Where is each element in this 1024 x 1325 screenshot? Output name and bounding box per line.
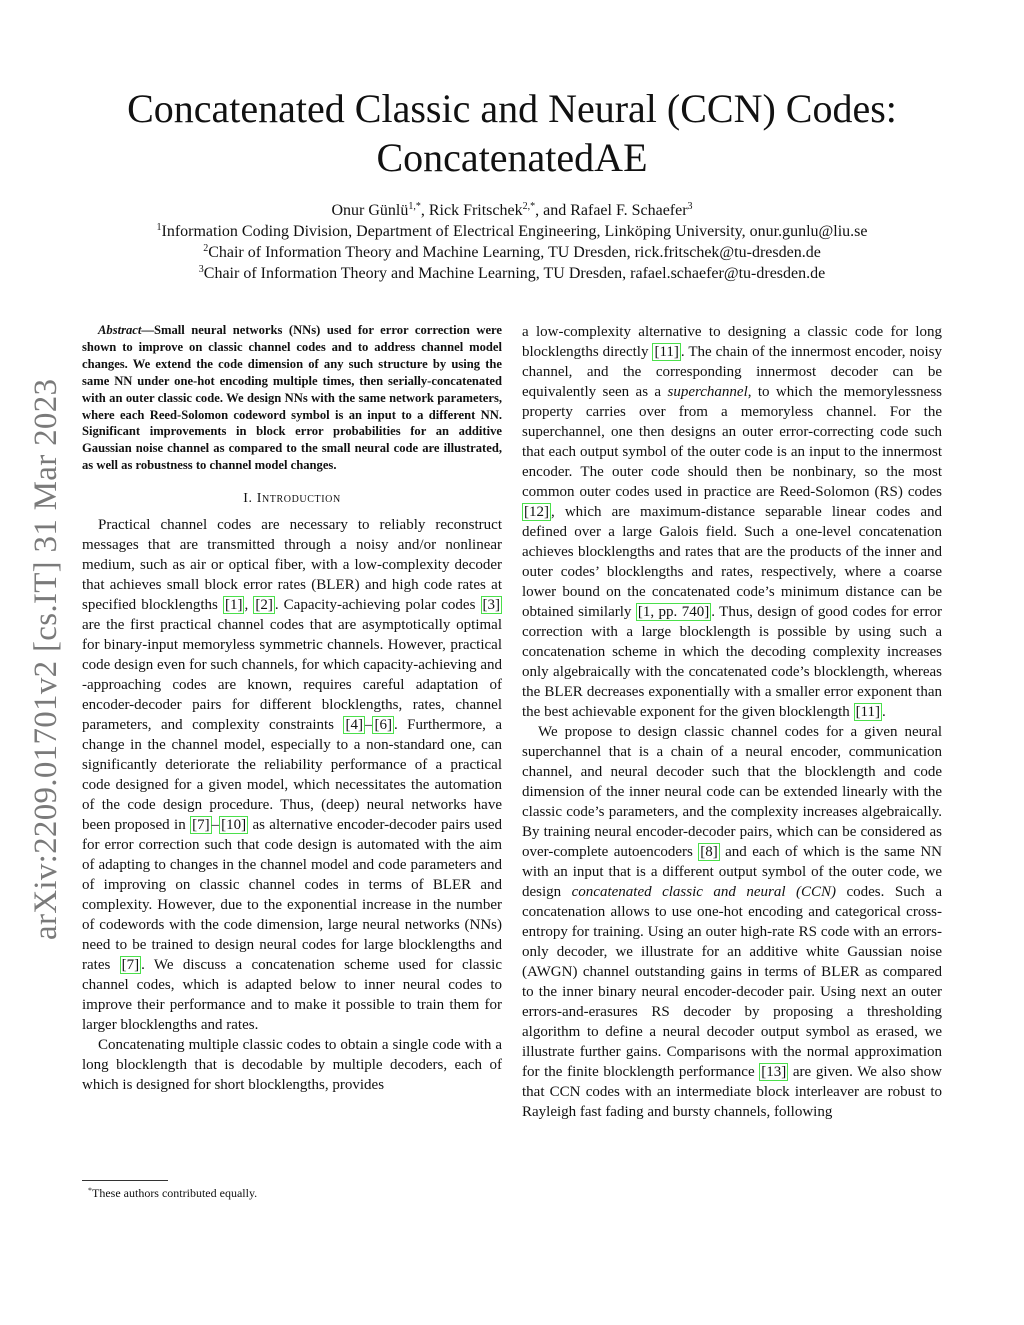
author-separator: , [420,202,429,219]
abstract-text: —Small neural networks (NNs) used for error correction were shown to improve on classic channel codes and to address channel model changes. We extend the code dimension of any such structure by using the same NN under one-hot encoding multiple times, then serially-concatenated with an outer classic code. We design NNs with the same network parameters, where each Reed-Solomon codeword symbol is an input to a different NN. Significant improvements in block error probabilities for an additive Gaussian noise channel as compared to the small neural code are illustrated, as well as robustness to channel model changes. [82,323,502,473]
affiliation-marker: 1 [156,222,162,233]
citation-link[interactable]: [7] [121,957,140,974]
affiliation-text: Chair of Information Theory and Machine Learning, TU Dresden, rick.fritschek@tu-dresden.de [208,244,821,261]
text-run: We propose to design classic channel codes for a given neural superchannel that is a chain of a neural encoder, communication channel, and neural decoder such that the blocklength and code dimension of the inner neural code can be extended linearly with the classic code’s parameters, and the complexity increases algebraically. By training neural encoder-decoder pairs, which can be considered as over-complete autoencoders [522,724,942,860]
text-run: are given. We also show that CCN codes with an intermediate block interleaver are robust to Rayleigh fast fading and bursty channels, following [522,1064,943,1120]
title-line-1: Concatenated Classic and Neural (CCN) Codes: [127,86,897,131]
citation-link[interactable]: [6] [374,717,392,734]
abstract [82,322,502,474]
text-run: . We discuss a concatenation scheme used for classic channel codes, which is adapted below to inner neural codes to improve their performance and to make it possible to train them for larger blocklengths and rates. [82,957,502,1034]
text-run: are the first practical channel codes that are asymptotically optimal for binary-input memoryless symmetric channels. However, practical code design even for such channels, for which capacity-achieving and -approaching codes are known, requires careful adaptation of encoder-decoder pairs for different blocklengths, rates, channel parameters, and complexity constraints [82,617,502,734]
citation-link[interactable]: [7] [192,817,210,834]
intro-paragraph-1 [82,515,502,1035]
affiliation-text: Chair of Information Theory and Machine Learning, TU Dresden, rafael.schaefer@tu-dresden.de [203,265,826,282]
text-run: Practical channel codes are necessary to reliably reconstruct messages that are transmitted through a noisy and/or nonlinear medium, such as air or optical fiber, with a low-complexity decoder that achieves small block error rates (BLER) and high code rates at specified blocklengths [82,517,502,614]
emphasis-ccn: concatenated classic and neural (CCN) [571,884,836,900]
citation-link[interactable]: [1] [224,597,243,614]
arxiv-watermark: arXiv:2209.01701v2 [cs.IT] 31 Mar 2023 [28,378,64,940]
right-paragraph-1 [522,322,942,722]
citation-link[interactable]: [12] [524,504,549,520]
citation-link[interactable]: [3] [482,597,501,614]
author-block [60,200,964,284]
text-run: , which are maximum-distance separable linear codes and defined over a large Galois field. Such a one-level concatenation achieves blocklengths and rates that are the products of the inner and outer codes’ blocklengths and rates, respectively, where a coarse lower bound on the concatenated code’s minimum distance can be obtained similarly [522,504,942,620]
emphasis-superchannel: superchannel [667,384,748,400]
text-run: a low-complexity alternative to designing a classic code for long blocklengths directly [522,324,942,360]
text-run: . Capacity-achieving polar codes [274,597,481,614]
text-run: , to which the memorylessness property carries over from a memoryless channel. For the superchannel, one then designs an outer error-correcting code such that each output symbol of the outer code is an input to the innermost encoder. The outer code should then be nonbinary, so the most common outer codes used in practice are Reed-Solomon (RS) codes [522,384,942,500]
right-column [522,322,942,1122]
abstract-label: Abstract [98,323,142,337]
citation-link[interactable]: [11] [654,344,679,360]
author-rafael: Rafael F. Schaefer [570,202,688,219]
title-line-2: ConcatenatedAE [376,135,648,180]
footnote-divider [82,1180,168,1181]
author-list [60,200,964,221]
section-title: Introduction [256,491,341,507]
text-run: , [244,597,254,614]
citation-link[interactable]: [1, pp. 740] [637,604,710,620]
citation-link[interactable]: [2] [255,597,273,614]
author-separator: , and [535,202,571,219]
text-run: – [211,817,220,834]
citation-link[interactable]: [4] [345,717,363,734]
author-rafael-affil: 3 [687,201,693,212]
author-onur: Onur Günlü [331,202,409,219]
paper-title [60,84,964,182]
footnote-text: These authors contributed equally. [92,1186,258,1200]
section-heading-introduction [82,489,502,509]
footnote [88,1186,257,1201]
intro-paragraph-2: Concatenating multiple classic codes to obtain a single code with a long blocklength that is decodable by multiple decoders, each of which is designed for short blocklengths, provides [82,1037,502,1094]
text-run: and each of which is the same NN with an input that is a different output symbol of the outer code, we design [522,844,942,900]
affiliation-text: Information Coding Division, Department of Electrical Engineering, Linköping University, onur.gunlu@liu.se [161,223,868,240]
affiliation-3 [60,263,964,284]
text-run: – [364,717,373,734]
text-run: as alternative encoder-decoder pairs used for error correction such that code design is automated with the aim of adapting to changes in the channel model and code parameters and of improving on classic channel codes in terms of BLER and complexity. However, due to the exponential increase in the number of codewords with the code dimension, large neural networks (NNs) need to be trained to design neural codes for large blocklengths and rates [82,817,502,974]
text-run: . [882,704,886,720]
text-run: . Thus, design of good codes for error correction with a large blocklength is possible by using such a concatenation scheme in which the decoding complexity increases only algebraically with the concatenated code’s blocklength, whereas the BLER decreases exponentially with a smaller error exponent than the best achievable exponent for the given blocklength [522,604,942,720]
affiliation-marker: 3 [198,264,204,275]
text-run: codes. Such a concatenation allows to use one-hot encoding and categorical cross-entropy for training. Using an outer high-rate RS code with an errors-only decoder, we illustrate for an additive white Gaussian noise (AWGN) channel outstanding gains in terms of BLER as compared to the inner binary neural encoder-decoder pair. Using next an outer errors-and-erasures RS decoder by proposing a thresholding algorithm to define a neural decoder output symbol as erased, we illustrate further gains. Comparisons with the normal approximation for the finite blocklength performance [522,884,942,1080]
section-number: I. [243,491,257,507]
author-onur-affil: 1,* [408,201,421,212]
author-rick: Rick Fritschek [428,202,523,219]
citation-link[interactable]: [8] [700,844,718,860]
affiliation-marker: 2 [203,243,209,254]
text-run: . The chain of the innermost encoder, noisy channel, and the corresponding innermost decoder can be equivalently seen as a [522,344,943,400]
citation-link[interactable]: [13] [761,1064,787,1080]
left-column [82,322,502,1095]
right-paragraph-2 [522,722,942,1122]
citation-link[interactable]: [10] [221,817,247,834]
author-rick-affil: 2,* [522,201,536,212]
text-run: . Furthermore, a change in the channel model, especially to a non-standard one, can significantly deteriorate the reliability performance of a practical code designed for a given model, which necessitates the automation of the code design procedure. Thus, (deep) neural networks have been proposed in [82,717,502,834]
footnote-marker: * [88,1186,92,1195]
citation-link[interactable]: [11] [855,704,880,720]
affiliation-1 [60,221,964,242]
affiliation-2 [60,242,964,263]
